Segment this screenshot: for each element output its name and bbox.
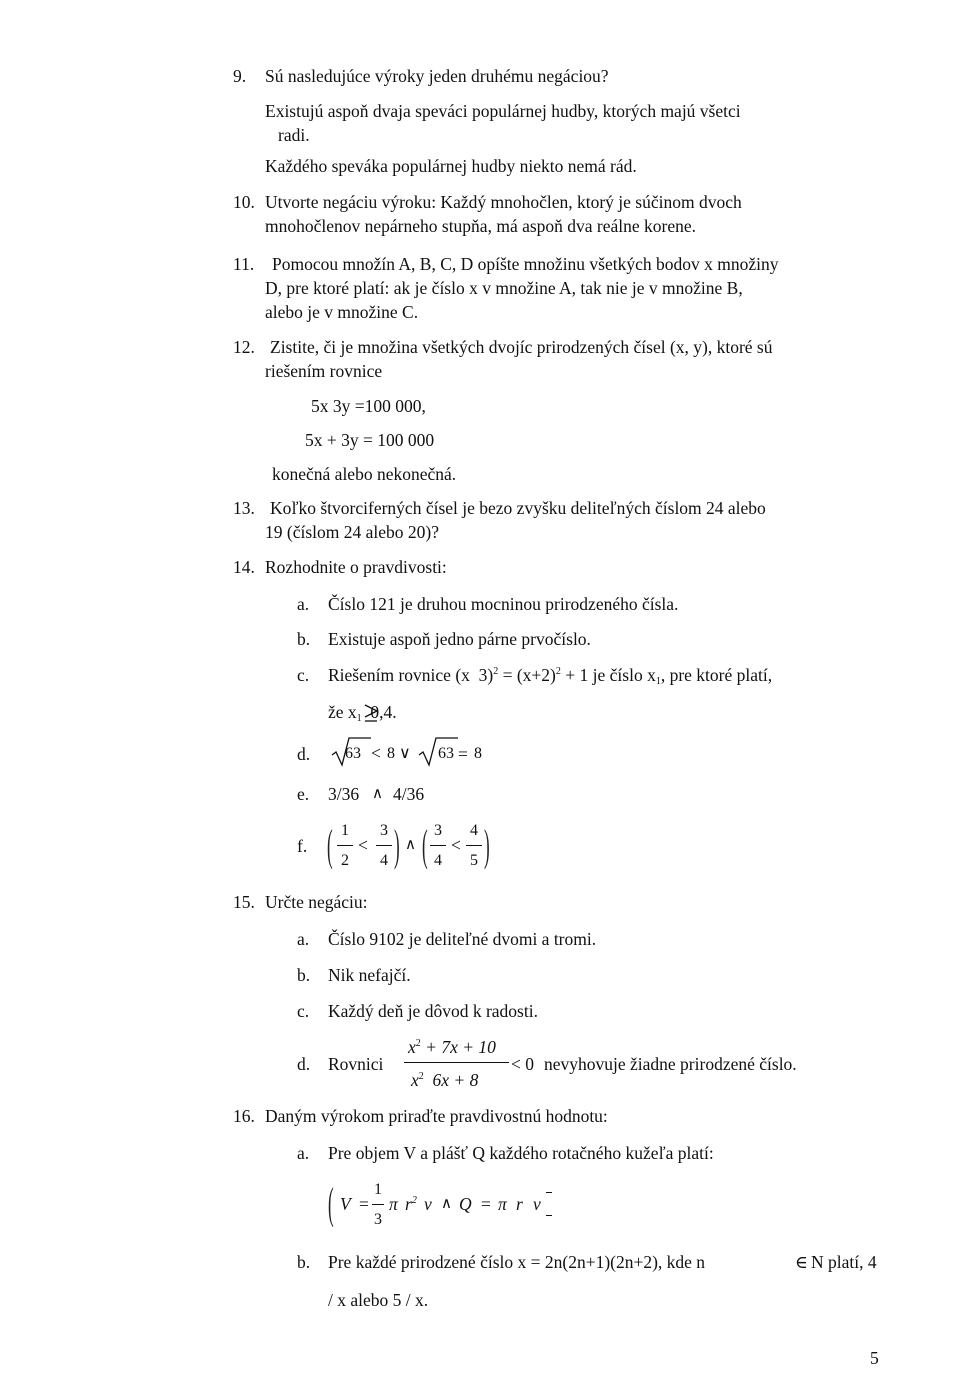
q12-equation-1: 5x 3y =100 000,: [311, 396, 426, 416]
q14-f-less2: <: [451, 835, 461, 855]
q14-c-line2-part1: že x: [328, 702, 357, 722]
q16-b-text1: Pre každé prirodzené číslo x = 2n(2n+1)(2n+2), kde n: [328, 1252, 706, 1272]
q14-b-text: Existuje aspoň jedno párne prvočíslo.: [328, 629, 591, 649]
q14-e-label: e.: [297, 784, 310, 804]
q14-f-num3: 3: [434, 822, 442, 839]
q14-e-part1: 3/36: [328, 784, 360, 804]
q12-equation-2: 5x + 3y = 100 000: [305, 430, 435, 450]
q16-a-num: 1: [374, 1181, 382, 1198]
q14-c-text: [328, 667, 772, 687]
left-paren: (: [327, 820, 333, 871]
fraction-bar: [337, 845, 353, 846]
q15-d-num-x: x: [408, 1037, 416, 1057]
q14-c-sup2: 2: [555, 666, 561, 677]
q14-e-part2: 4/36: [393, 784, 425, 804]
q10-number: 10.: [233, 192, 255, 212]
q16-a-V: V: [340, 1194, 351, 1214]
q14-f-den3: 4: [434, 852, 442, 869]
q14-c-line2-part2: 0,4.: [361, 702, 397, 722]
q16-a-r: r: [405, 1194, 412, 1214]
q9-title: Sú nasledujúce výroky jeden druhému negáciou?: [265, 66, 609, 86]
q16-b-line2: / x alebo 5 / x.: [328, 1290, 429, 1310]
q14-c-part3: + 1 je číslo x: [560, 665, 656, 685]
q12-line-3: konečná alebo nekonečná.: [272, 464, 457, 484]
greater-equal-icon: [362, 700, 380, 724]
q9-number: 9.: [233, 66, 247, 86]
q12-line-1: Zistite, či je množina všetkých dvojíc prirodzených čísel (x, y), ktoré sú: [270, 337, 773, 357]
q14-d-radicand-1: 63: [345, 745, 361, 762]
q14-a-label: a.: [297, 594, 310, 614]
minus-stub: [546, 1192, 552, 1193]
q14-b-label: b.: [297, 629, 311, 649]
q16-a-Q: Q: [459, 1194, 472, 1214]
q16-a-v-2: v: [533, 1194, 541, 1214]
q14-f-num1: 1: [341, 822, 349, 839]
fraction-bar: [466, 845, 482, 846]
q14-c-part2: = (x+2): [498, 665, 556, 685]
q15-number: 15.: [233, 892, 255, 912]
page-number: 5: [870, 1348, 879, 1368]
q15-b-text: Nik nefajčí.: [328, 965, 411, 985]
q14-f-num2: 3: [380, 822, 388, 839]
q15-d-den-sup: 2: [418, 1071, 424, 1082]
q14-d-eight-2: 8: [474, 745, 482, 762]
q11-number: 11.: [233, 254, 255, 274]
q9-statement-1: Existujú aspoň dvaja speváci populárnej hudby, ktorých majú všetci: [265, 101, 741, 121]
fraction-bar: [404, 1062, 509, 1063]
q16-number: 16.: [233, 1106, 255, 1126]
q14-c-part1: Riešením rovnice (x 3): [328, 665, 494, 685]
minus-stub: [546, 1215, 552, 1216]
q15-d-denominator: [411, 1072, 478, 1090]
q15-c-text: Každý deň je dôvod k radosti.: [328, 1001, 538, 1021]
q14-a-text: Číslo 121 je druhou mocninou prirodzeného čísla.: [328, 594, 679, 614]
q11-line-1: Pomocou množín A, B, C, D opíšte množinu všetkých bodov x množiny: [272, 254, 779, 274]
q14-d-eight-1: 8: [387, 745, 395, 762]
q16-a-text: Pre objem V a plášť Q každého rotačného kužeľa platí:: [328, 1143, 714, 1163]
q14-f-den1: 2: [341, 852, 349, 869]
q15-d-text1: Rovnici: [328, 1054, 384, 1074]
q14-e-and: ∧: [372, 786, 383, 802]
fraction-bar: [376, 845, 392, 846]
q15-d-num-rest: + 7x + 10: [420, 1037, 496, 1057]
q13-line-2: 19 (číslom 24 alebo 20)?: [265, 522, 439, 542]
q16-b-label: b.: [297, 1252, 311, 1272]
q16-a-pi: π: [389, 1194, 398, 1214]
fraction-bar: [372, 1204, 384, 1205]
q15-title: Určte negáciu:: [265, 892, 368, 912]
q15-d-den-x: x: [411, 1070, 419, 1090]
q16-title: Daným výrokom priraďte pravdivostnú hodnotu:: [265, 1106, 608, 1126]
q16-a-den: 3: [374, 1211, 382, 1228]
q14-c-sub1: 1: [655, 676, 661, 687]
left-paren: (: [422, 820, 428, 871]
q14-c-label: c.: [297, 665, 310, 685]
q16-a-r-sup: 2: [411, 1195, 417, 1206]
q15-d-num-sup: 2: [415, 1038, 421, 1049]
left-paren: (: [328, 1178, 334, 1229]
q14-number: 14.: [233, 557, 255, 577]
q11-line-3: alebo je v množine C.: [265, 302, 419, 322]
q14-f-label: f.: [297, 836, 308, 856]
q16-a-pi-2: π: [498, 1194, 507, 1214]
q14-c-line2-sub: 1: [356, 713, 362, 724]
right-paren: ): [394, 820, 400, 871]
q14-d-equals: =: [458, 744, 468, 764]
q16-a-and: ∧: [441, 1196, 452, 1212]
q12-number: 12.: [233, 337, 255, 357]
q13-number: 13.: [233, 498, 255, 518]
q15-d-less-zero: < 0: [511, 1054, 534, 1074]
q10-line-1: Utvorte negáciu výroku: Každý mnohočlen, ktorý je súčinom dvoch: [265, 192, 742, 212]
q16-a-equals-2: =: [481, 1194, 491, 1214]
q10-line-2: mnohočlenov nepárneho stupňa, má aspoň dva reálne korene.: [265, 216, 697, 236]
q14-d-label: d.: [297, 744, 311, 764]
q12-line-2: riešením rovnice: [265, 361, 383, 381]
q16-a-equals: =: [359, 1194, 369, 1214]
q14-title: Rozhodnite o pravdivosti:: [265, 557, 447, 577]
q15-d-label: d.: [297, 1054, 311, 1074]
q14-c-part4: , pre ktoré platí,: [660, 665, 773, 685]
q9-statement-2: Každého speváka populárnej hudby niekto nemá rád.: [265, 156, 637, 176]
q14-c-sup1: 2: [493, 666, 499, 677]
q14-d-less: <: [371, 743, 381, 763]
q15-a-text: Číslo 9102 je deliteľné dvomi a tromi.: [328, 929, 597, 949]
q9-statement-1-cont: radi.: [278, 125, 310, 145]
q15-d-numerator: [408, 1039, 496, 1057]
q14-f-den4: 5: [470, 852, 478, 869]
q15-d-text2: nevyhovuje žiadne prirodzené číslo.: [544, 1054, 797, 1074]
q15-b-label: b.: [297, 965, 311, 985]
q16-a-v: v: [424, 1194, 432, 1214]
q15-c-label: c.: [297, 1001, 310, 1021]
q15-a-label: a.: [297, 929, 310, 949]
q14-f-less1: <: [358, 835, 368, 855]
q16-a-r-group: [405, 1196, 417, 1214]
q16-b-element-of: ∈: [795, 1252, 808, 1272]
q14-d-or: ∨: [399, 745, 411, 762]
q14-f-num4: 4: [470, 822, 478, 839]
q14-f-den2: 4: [380, 852, 388, 869]
q14-d-radicand-2: 63: [438, 745, 454, 762]
q11-line-2: D, pre ktoré platí: ak je číslo x v množine A, tak nie je v množine B,: [265, 278, 743, 298]
q14-f-and: ∧: [405, 837, 416, 853]
q15-d-den-rest: 6x + 8: [423, 1070, 479, 1090]
right-paren: ): [484, 820, 490, 871]
q16-a-label: a.: [297, 1143, 310, 1163]
fraction-bar: [430, 845, 446, 846]
q13-line-1: Koľko štvorciferných čísel je bezo zvyšku deliteľných číslom 24 alebo: [270, 498, 766, 518]
q16-a-r-2: r: [516, 1194, 523, 1214]
q16-b-text2: N platí, 4: [811, 1252, 877, 1272]
